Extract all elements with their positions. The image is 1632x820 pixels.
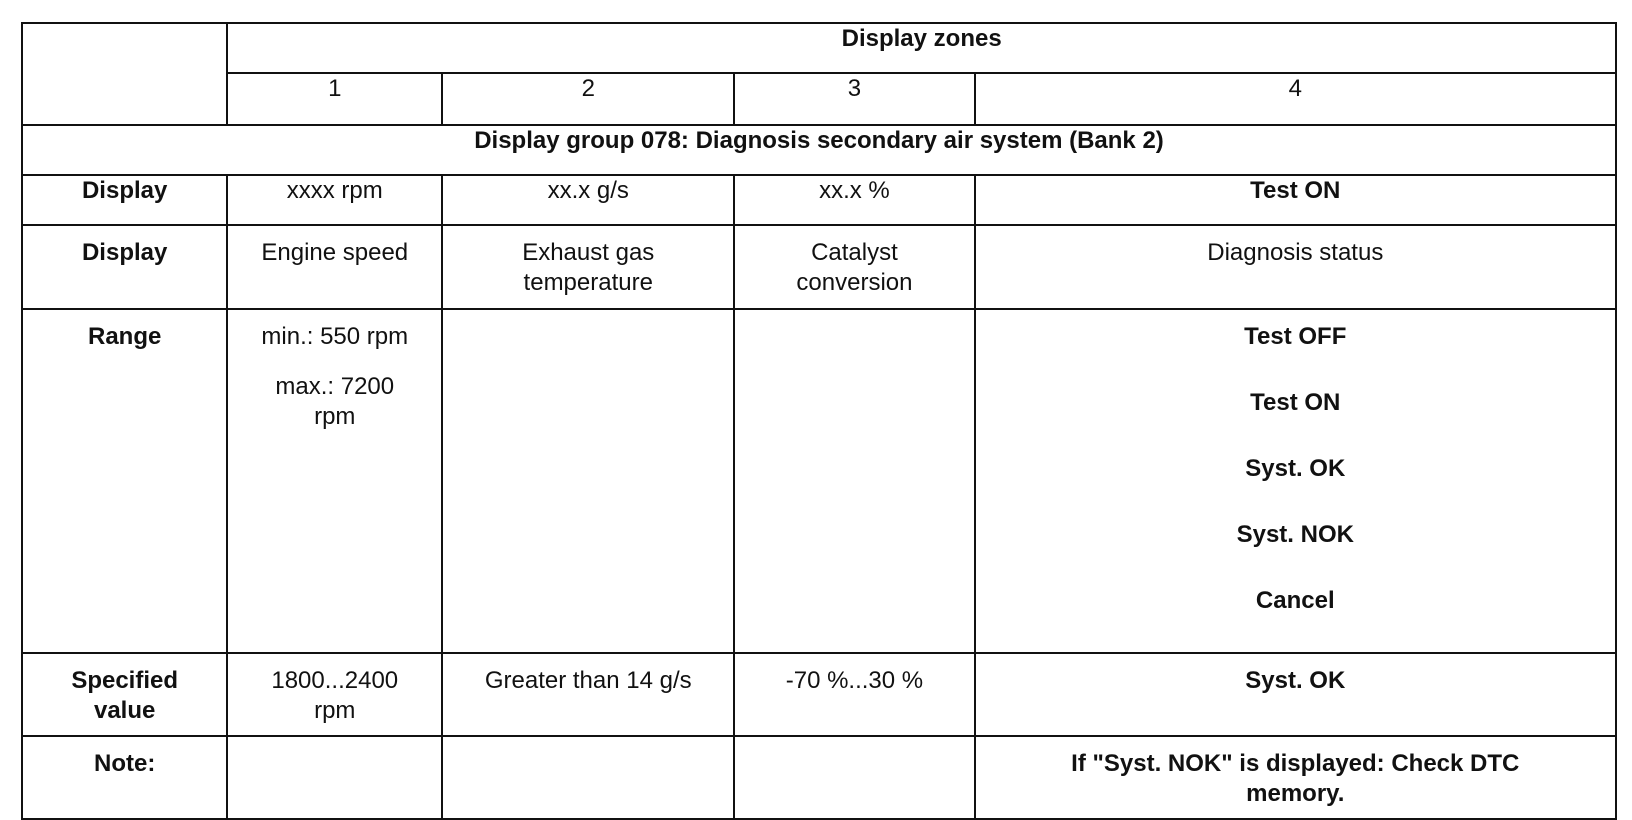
specified-zone-1 [227,653,442,736]
spec-line: 1800...2400 [271,667,399,694]
zone-number-4: 4 [975,73,1616,125]
display-units-row [22,175,1616,225]
range-min: min.: 550 rpm [261,323,409,350]
display-name-zone-2 [442,225,734,309]
row-label-display-name: Display [22,225,227,309]
note-line: If "Syst. NOK" is displayed: Check DTC [1071,750,1520,777]
range-max: max.: 7200 [275,373,395,400]
status-test-off: Test OFF [1244,323,1347,350]
row-label-specified-value [22,653,227,736]
row-label-range: Range [22,309,227,653]
diagnosis-table-container [21,22,1617,820]
label-line: Specified [71,667,179,694]
note-line: memory. [1246,780,1345,807]
corner-cell [22,23,227,125]
specified-zone-3: -70 %...30 % [734,653,974,736]
specified-zone-2: Greater than 14 g/s [442,653,734,736]
display-group-table [21,22,1617,820]
zone-number-2: 2 [442,73,734,125]
display-name-line: temperature [523,269,653,296]
range-zone-3 [734,309,974,653]
note-zone-1 [227,736,442,819]
zone-number-1: 1 [227,73,442,125]
range-max-unit: rpm [314,403,356,430]
specified-zone-4: Syst. OK [975,653,1616,736]
display-name-line: Exhaust gas [522,239,655,266]
note-zone-4 [975,736,1616,819]
display-name-line: Diagnosis status [1207,239,1384,266]
display-name-zone-3 [734,225,974,309]
spec-line: rpm [314,697,356,724]
display-names-row [22,225,1616,309]
range-zone-4 [975,309,1616,653]
range-row [22,309,1616,653]
display-name-line: Engine speed [261,239,409,266]
row-label-note: Note: [22,736,227,819]
note-zone-3 [734,736,974,819]
status-syst-nok: Syst. NOK [1236,521,1354,548]
status-cancel: Cancel [1255,587,1335,614]
display-name-zone-1 [227,225,442,309]
note-zone-2 [442,736,734,819]
range-zone-1 [227,309,442,653]
note-row [22,736,1616,819]
specified-value-row [22,653,1616,736]
display-unit-zone-4: Test ON [975,175,1616,225]
display-zones-title: Display zones [227,23,1616,73]
status-test-on: Test ON [1250,389,1341,416]
display-group-title: Display group 078: Diagnosis secondary air system (Bank 2) [22,125,1616,175]
display-unit-zone-2: xx.x g/s [442,175,734,225]
display-name-zone-4 [975,225,1616,309]
header-row-zones [22,23,1616,73]
display-unit-zone-1: xxxx rpm [227,175,442,225]
label-line: value [93,697,156,724]
display-name-line: Catalyst [811,239,898,266]
header-row-zone-numbers [22,73,1616,125]
display-unit-zone-3: xx.x % [734,175,974,225]
row-label-display: Display [22,175,227,225]
display-name-line: conversion [796,269,913,296]
range-zone-2 [442,309,734,653]
group-title-row [22,125,1616,175]
zone-number-3: 3 [734,73,974,125]
status-syst-ok: Syst. OK [1245,455,1346,482]
